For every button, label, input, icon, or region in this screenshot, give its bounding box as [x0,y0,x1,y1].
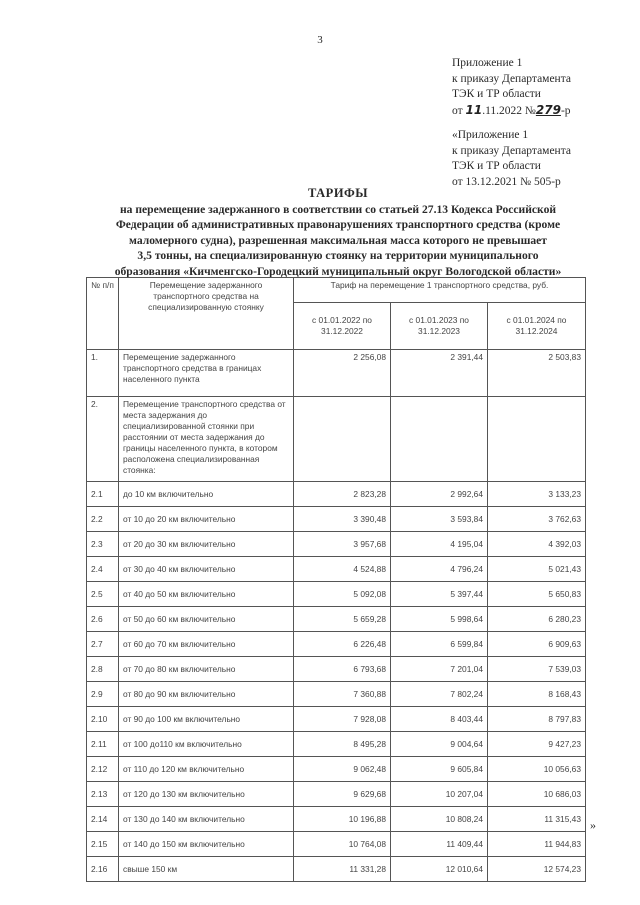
row-number: 2. [87,397,119,482]
tariff-2024: 11 944,83 [488,832,586,857]
tariff-2023: 7 201,04 [391,657,488,682]
row-number: 2.16 [87,857,119,882]
row-number: 2.6 [87,607,119,632]
row-description: Перемещение задержанного транспортного средства в границах населенного пункта [119,350,294,397]
tariff-2024: 7 539,03 [488,657,586,682]
title-line-2: Федерации об административных правонарушениях транспортного средства (кроме [115,218,561,232]
row-number: 2.3 [87,532,119,557]
tariff-2024: 10 686,03 [488,782,586,807]
title-line-4: 3,5 тонны, на специализированную стоянку на территории муниципального [137,249,539,263]
tariff-2023: 8 403,44 [391,707,488,732]
tariff-2022: 10 196,88 [294,807,391,832]
tariff-2022: 10 764,08 [294,832,391,857]
row-description: от 20 до 30 км включительно [119,532,294,557]
tariff-2024 [488,397,586,482]
appendix-title: Приложение 1 [452,57,523,69]
tariff-2024: 2 503,83 [488,350,586,397]
header-num: № п/п [87,278,119,350]
tariff-2023: 12 010,64 [391,857,488,882]
header-period-2023: с 01.01.2023 по 31.12.2023 [391,303,488,350]
row-description: от 110 до 120 км включительно [119,757,294,782]
row-number: 2.9 [87,682,119,707]
tariff-2022: 6 226,48 [294,632,391,657]
tariff-2024: 11 315,43 [488,807,586,832]
table-row [87,482,586,507]
tariff-2023: 4 195,04 [391,532,488,557]
row-number: 2.13 [87,782,119,807]
tariff-2024: 3 762,63 [488,507,586,532]
tariff-2023: 6 599,84 [391,632,488,657]
row-description: до 10 км включительно [119,482,294,507]
table-row [87,657,586,682]
row-number: 2.1 [87,482,119,507]
tariff-2024: 12 574,23 [488,857,586,882]
tariff-2022: 3 957,68 [294,532,391,557]
table-row [87,632,586,657]
tariff-2023: 7 802,24 [391,682,488,707]
row-number: 1. [87,350,119,397]
row-number: 2.11 [87,732,119,757]
tariff-2023: 2 992,64 [391,482,488,507]
row-description: от 10 до 20 км включительно [119,507,294,532]
table-row [87,832,586,857]
row-number: 2.15 [87,832,119,857]
tariff-2022: 7 928,08 [294,707,391,732]
title-line-5: образования «Кичменгско-Городецкий муниципальный округ Вологодской области» [114,264,562,278]
tariff-2023: 9 004,64 [391,732,488,757]
row-description: от 130 до 140 км включительно [119,807,294,832]
row-description: от 100 до110 км включительно [119,732,294,757]
row-description: от 140 до 150 км включительно [119,832,294,857]
tariff-2022: 11 331,28 [294,857,391,882]
tariff-2024: 6 909,63 [488,632,586,657]
tariff-2022: 5 659,28 [294,607,391,632]
table-row [87,397,586,482]
tariff-2023: 2 391,44 [391,350,488,397]
table-row [87,532,586,557]
row-description: от 40 до 50 км включительно [119,582,294,607]
tariff-2024: 8 168,43 [488,682,586,707]
row-number: 2.12 [87,757,119,782]
tariff-2023: 4 796,24 [391,557,488,582]
appendix-order-line: к приказу Департамента [452,72,571,85]
row-number: 2.14 [87,807,119,832]
tariffs-table-body [87,350,586,882]
row-description: Перемещение транспортного средства от места задержания до специализированной стоянки при расстоянии от места задержания до границы населенного пункта, в котором расположена специализированная стоянка: [119,397,294,482]
table-row [87,782,586,807]
header-period-2022: с 01.01.2022 по 31.12.2022 [294,303,391,350]
table-row [87,807,586,832]
date-middle: .11.2022 № [482,104,536,117]
row-description: от 80 до 90 км включительно [119,682,294,707]
tariff-2024: 3 133,23 [488,482,586,507]
prev-appendix-department-line: ТЭК и ТР области [452,160,541,172]
prev-appendix-order-line: к приказу Департамента [452,144,571,157]
tariff-2022 [294,397,391,482]
document-title-block [78,186,598,280]
table-row [87,682,586,707]
tariff-2024: 9 427,23 [488,732,586,757]
table-row [87,757,586,782]
tariff-2024: 4 392,03 [488,532,586,557]
row-number: 2.2 [87,507,119,532]
tariff-2022: 8 495,28 [294,732,391,757]
closing-quote: » [590,818,596,832]
appendix-previous-reference [452,128,571,190]
row-number: 2.7 [87,632,119,657]
page-number: 3 [317,34,323,46]
header-period-2024: с 01.01.2024 по 31.12.2024 [488,303,586,350]
handwritten-order-number: 279 [535,102,561,117]
tariff-2023: 10 808,24 [391,807,488,832]
prev-appendix-date-line: от 13.12.2021 № 505-р [452,175,561,188]
tariff-2024: 5 021,43 [488,557,586,582]
row-description: от 50 до 60 км включительно [119,607,294,632]
appendix-date-line [452,103,571,119]
tariff-2022: 6 793,68 [294,657,391,682]
tariff-2023: 5 397,44 [391,582,488,607]
tariffs-table [86,277,586,882]
tariff-2024: 8 797,83 [488,707,586,732]
row-description: от 90 до 100 км включительно [119,707,294,732]
date-suffix: -р [560,104,571,117]
tariff-2022: 4 524,88 [294,557,391,582]
date-prefix: от [452,104,463,117]
row-description: от 120 до 130 км включительно [119,782,294,807]
tariff-2023: 9 605,84 [391,757,488,782]
row-number: 2.8 [87,657,119,682]
tariff-2022: 9 062,48 [294,757,391,782]
row-description: от 70 до 80 км включительно [119,657,294,682]
tariff-2022: 9 629,68 [294,782,391,807]
tariff-2024: 10 056,63 [488,757,586,782]
handwritten-day: 11 [465,102,483,117]
tariff-2023: 3 593,84 [391,507,488,532]
tariff-2022: 2 823,28 [294,482,391,507]
tariff-2024: 6 280,23 [488,607,586,632]
appendix-department-line: ТЭК и ТР области [452,88,541,100]
table-row [87,607,586,632]
row-number: 2.5 [87,582,119,607]
row-number: 2.10 [87,707,119,732]
tariff-2022: 3 390,48 [294,507,391,532]
document-heading: ТАРИФЫ [307,186,369,200]
table-row [87,732,586,757]
table-row [87,350,586,397]
header-name: Перемещение задержанного транспортного средства на специализированную стоянку [119,278,294,350]
tariff-2023: 11 409,44 [391,832,488,857]
appendix-current-reference [452,56,571,118]
title-line-1: на перемещение задержанного в соответствии со статьей 27.13 Кодекса Российской [119,202,557,216]
table-row [87,557,586,582]
tariff-2023 [391,397,488,482]
row-description: от 60 до 70 км включительно [119,632,294,657]
table-row [87,707,586,732]
tariff-2022: 7 360,88 [294,682,391,707]
header-tariff-group: Тариф на перемещение 1 транспортного средства, руб. [294,278,586,303]
table-row [87,507,586,532]
row-description: свыше 150 км [119,857,294,882]
table-row [87,857,586,882]
title-line-3: маломерного судна), разрешенная максимальная масса которого не превышает [129,233,547,247]
tariff-2022: 2 256,08 [294,350,391,397]
tariff-2022: 5 092,08 [294,582,391,607]
prev-appendix-title: «Приложение 1 [452,129,529,141]
tariff-2023: 5 998,64 [391,607,488,632]
row-description: от 30 до 40 км включительно [119,557,294,582]
row-number: 2.4 [87,557,119,582]
tariff-2024: 5 650,83 [488,582,586,607]
table-row [87,582,586,607]
tariff-2023: 10 207,04 [391,782,488,807]
